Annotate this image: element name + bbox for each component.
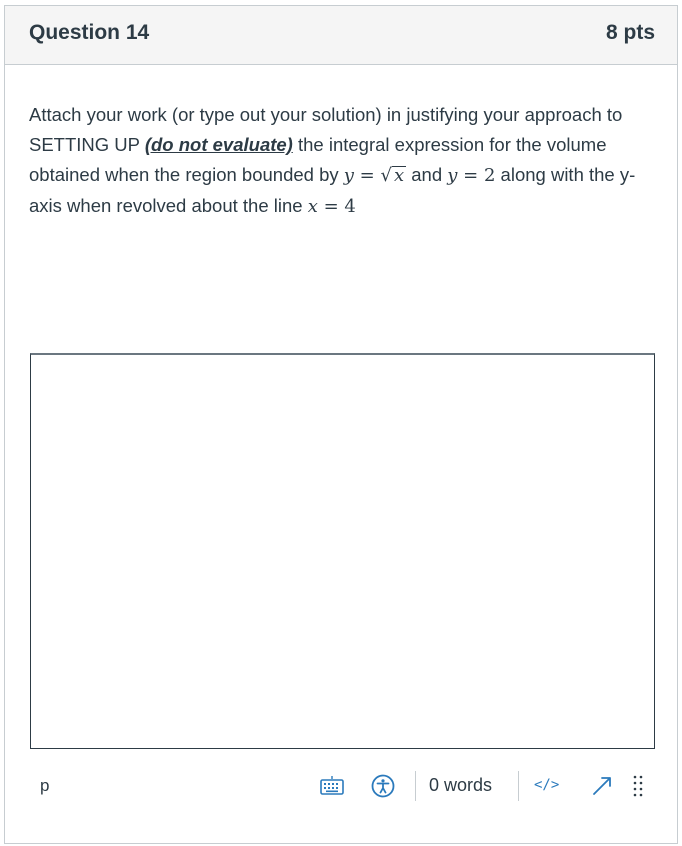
editor-statusbar: [30, 766, 655, 806]
accessibility-icon[interactable]: [371, 774, 395, 798]
html-editor-toggle[interactable]: </>: [534, 777, 560, 793]
math-y-sqrt-x: y = √ x: [343, 165, 405, 186]
question-header: [5, 6, 677, 65]
drag-handle-icon[interactable]: [631, 774, 645, 798]
question-title: Question 14: [29, 21, 150, 44]
keyboard-icon[interactable]: [320, 776, 344, 796]
question-text: [29, 100, 659, 222]
question-text-and: and: [406, 164, 448, 185]
question-emphasis: (do not evaluate): [144, 134, 293, 155]
word-count: 0 words: [429, 775, 493, 795]
statusbar-divider: [415, 771, 416, 801]
math-x-equals-4: x = 4: [307, 196, 356, 217]
element-path[interactable]: p: [40, 776, 50, 795]
statusbar-divider: [518, 771, 519, 801]
expand-icon[interactable]: [591, 775, 613, 797]
question-text-part2: the integral expression for the volume obtained when the region bounded by: [29, 134, 607, 185]
answer-editor[interactable]: [30, 353, 655, 749]
question-text-part1: Attach your work (or type out your solution) in justifying your approach to SETTING UP: [29, 104, 623, 155]
question-text-part3: along with the y-axis when revolved about the line: [29, 164, 636, 216]
question-points: 8 pts: [605, 21, 655, 44]
question-card: [4, 5, 678, 844]
math-y-equals-2: y = 2: [447, 165, 496, 186]
